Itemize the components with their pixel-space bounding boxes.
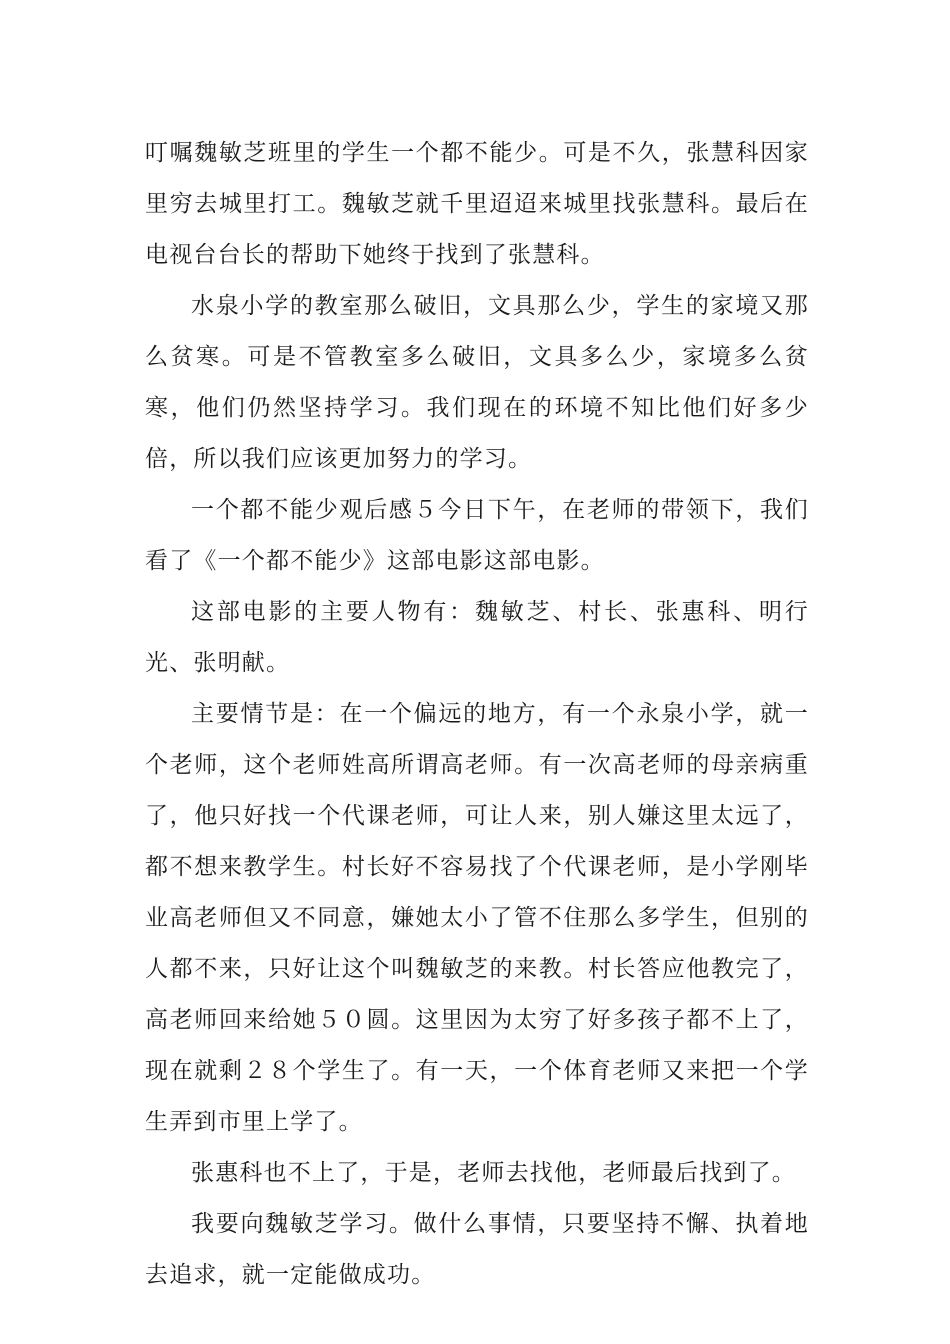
paragraph: 张惠科也不上了，于是，老师去找他，老师最后找到了。 (191, 1160, 796, 1186)
paragraph: 一个都不能少观后感５今日下午，在老师的带领下，我们看了《一个都不能少》这部电影这部电影。 (145, 497, 809, 574)
paragraph: 主要情节是：在一个偏远的地方，有一个永泉小学，就一个老师，这个老师姓高所谓高老师。有一次高老师的母亲病重了，他只好找一个代课老师，可让人来，别人嫌这里太远了，都不想来教学生。村长好不容易找了个代课老师，是小学刚毕业高老师但又不同意，嫌她太小了管不住那么多学生，但别的人都不来，只好让这个叫魏敏芝的来教。村长答应他教完了，高老师回来给她５０圆。这里因为太穷了好多孩子都不上了，现在就剩２８个学生了。有一天，一个体育老师又来把一个学生弄到市里上学了。 (145, 701, 809, 1135)
document-body (145, 128, 809, 1301)
paragraph: 这部电影的主要人物有：魏敏芝、村长、张惠科、明行光、张明献。 (145, 599, 809, 676)
paragraph-continued: 叮嘱魏敏芝班里的学生一个都不能少。可是不久，张慧科因家里穷去城里打工。魏敏芝就千里迢迢来城里找张慧科。最后在电视台台长的帮助下她终于找到了张慧科。 (145, 140, 809, 268)
paragraph: 我要向魏敏芝学习。做什么事情，只要坚持不懈、执着地去追求，就一定能做成功。 (145, 1211, 809, 1288)
paragraph: 水泉小学的教室那么破旧，文具那么少，学生的家境又那么贫寒。可是不管教室多么破旧，文具多么少，家境多么贫寒，他们仍然坚持学习。我们现在的环境不知比他们好多少倍，所以我们应该更加努力的学习。 (145, 293, 809, 472)
